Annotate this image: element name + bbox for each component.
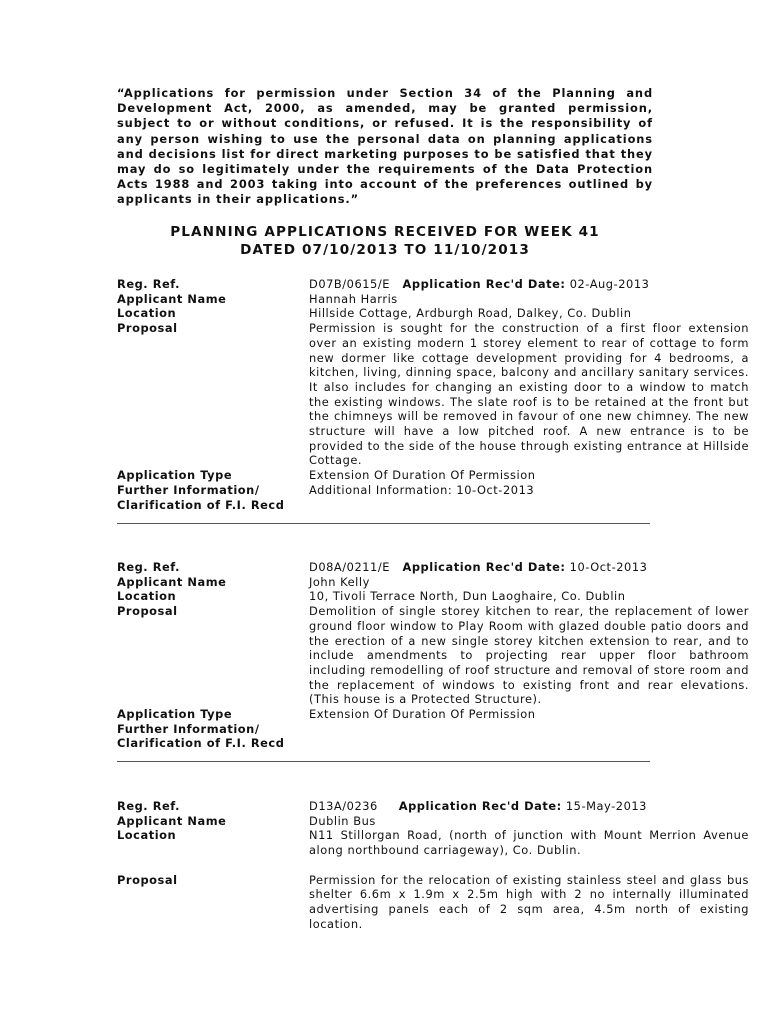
clarification-label: Clarification of F.I. Recd: [117, 497, 285, 512]
reg-ref-row: [117, 799, 753, 814]
further-info-row: [117, 722, 753, 737]
applicant-name-value: Dublin Bus: [309, 813, 376, 828]
proposal-value: Permission for the relocation of existing stainless steel and glass bus shelter 6.6m x 1.9m x 2.5m high with 2 no internally illuminated advertising panels each of 2 sqm area, 4.5m north of existing location.: [309, 872, 749, 931]
location-value: N11 Stillorgan Road, (north of junction with Mount Merrion Avenue along northbound carriageway), Co. Dublin.: [309, 828, 749, 858]
proposal-row: [117, 604, 753, 707]
further-info-label: Further Information/: [117, 721, 260, 736]
applicant-row: [117, 575, 753, 590]
recd-date-label: Application Rec'd Date:: [402, 560, 566, 574]
reg-ref-row: [117, 277, 753, 292]
proposal-value: Permission is sought for the construction of a first floor extension over an existing modern 1 storey element to rear of cottage to form new dormer like cottage development providing for 4 bedrooms, a kitchen, living, dinning space, balcony and ancillary sanitary services. It also includes for changing an existing door to a window to match the existing windows. The slate roof is to be retained at the front but the chimneys will be removed in favour of one new chimney. The new structure will have a low pitched roof. A new entrance is to be provided to the side of the house through existing entrance at Hillside Cottage.: [309, 321, 749, 468]
entry-divider: [117, 755, 653, 775]
page-subtitle-dates: DATED 07/10/2013 TO 11/10/2013: [240, 242, 530, 258]
recd-date-label: Application Rec'd Date:: [398, 799, 562, 813]
application-type-label: Application Type: [117, 707, 233, 722]
proposal-row: [117, 321, 753, 468]
application-entry: [117, 277, 753, 512]
recd-date-value: 10-Oct-2013: [569, 560, 648, 574]
entry-divider: [117, 517, 653, 537]
reg-ref-label: Reg. Ref.: [117, 560, 181, 574]
application-type-value: Extension Of Duration Of Permission: [309, 707, 536, 722]
reg-ref-row: [117, 560, 753, 575]
proposal-label: Proposal: [117, 872, 178, 887]
reg-ref-value: D13A/0236: [309, 799, 378, 813]
reg-ref-value: D08A/0211/E: [309, 560, 390, 574]
proposal-label: Proposal: [117, 604, 178, 619]
location-value: 10, Tivoli Terrace North, Dun Laoghaire, Co. Dublin: [309, 589, 626, 604]
proposal-label: Proposal: [117, 321, 178, 336]
recd-date-value: 15-May-2013: [565, 799, 647, 813]
location-value: Hillside Cottage, Ardburgh Road, Dalkey, Co. Dublin: [309, 306, 632, 321]
applicant-name-label: Applicant Name: [117, 813, 227, 828]
reg-ref-label: Reg. Ref.: [117, 277, 181, 291]
application-entry: [117, 560, 753, 751]
proposal-row: [117, 873, 753, 932]
data-protection-disclaimer: “Applications for permission under Section 34 of the Planning and Development Act, 2000, as amended, may be granted permission, subject to or without conditions, or refused. It is the responsibility of any person wishing to use the personal data on planning applications and decisions list for direct marketing purposes to be satisfied that they may do so legitimately under the requirements of the Data Protection Acts 1988 and 2003 taking into account of the preferences outlined by applicants in their applications.”: [117, 86, 653, 207]
reg-ref-value: D07B/0615/E: [309, 277, 390, 291]
further-info-row: [117, 483, 753, 498]
clarification-row: [117, 498, 753, 513]
clarification-label: Clarification of F.I. Recd: [117, 736, 285, 751]
application-type-row: [117, 468, 753, 483]
location-label: Location: [117, 589, 177, 604]
further-info-value: [309, 722, 749, 737]
application-type-value: Extension Of Duration Of Permission: [309, 468, 536, 483]
recd-date-value: 02-Aug-2013: [569, 277, 650, 291]
further-info-label: Further Information/: [117, 482, 260, 497]
applicant-name-label: Applicant Name: [117, 291, 227, 306]
location-label: Location: [117, 306, 177, 321]
location-row: [117, 589, 753, 604]
location-row: [117, 828, 753, 857]
application-entry: [117, 799, 753, 931]
application-type-row: [117, 707, 753, 722]
proposal-value: Demolition of single storey kitchen to rear, the replacement of lower ground floor window to Play Room with glazed double patio doors and the erection of a new single storey kitchen extension to rear, and to include amendments to projecting rear upper floor bathroom including remodelling of roof structure and removal of store room and the replacement of windows to existing front and rear elevations. (This house is a Protected Structure).: [309, 604, 749, 707]
application-type-label: Application Type: [117, 468, 233, 483]
location-row: [117, 306, 753, 321]
applicant-name-value: Hannah Harris: [309, 291, 398, 306]
recd-date-label: Application Rec'd Date:: [402, 277, 566, 291]
page-title: PLANNING APPLICATIONS RECEIVED FOR WEEK 41: [170, 224, 600, 240]
applicant-row: [117, 292, 753, 307]
clarification-row: [117, 736, 753, 751]
location-label: Location: [117, 828, 177, 843]
applicant-name-value: John Kelly: [309, 574, 370, 589]
reg-ref-label: Reg. Ref.: [117, 799, 181, 813]
further-info-value: Additional Information: 10-Oct-2013: [309, 482, 535, 497]
applicant-name-label: Applicant Name: [117, 574, 227, 589]
applicant-row: [117, 814, 753, 829]
